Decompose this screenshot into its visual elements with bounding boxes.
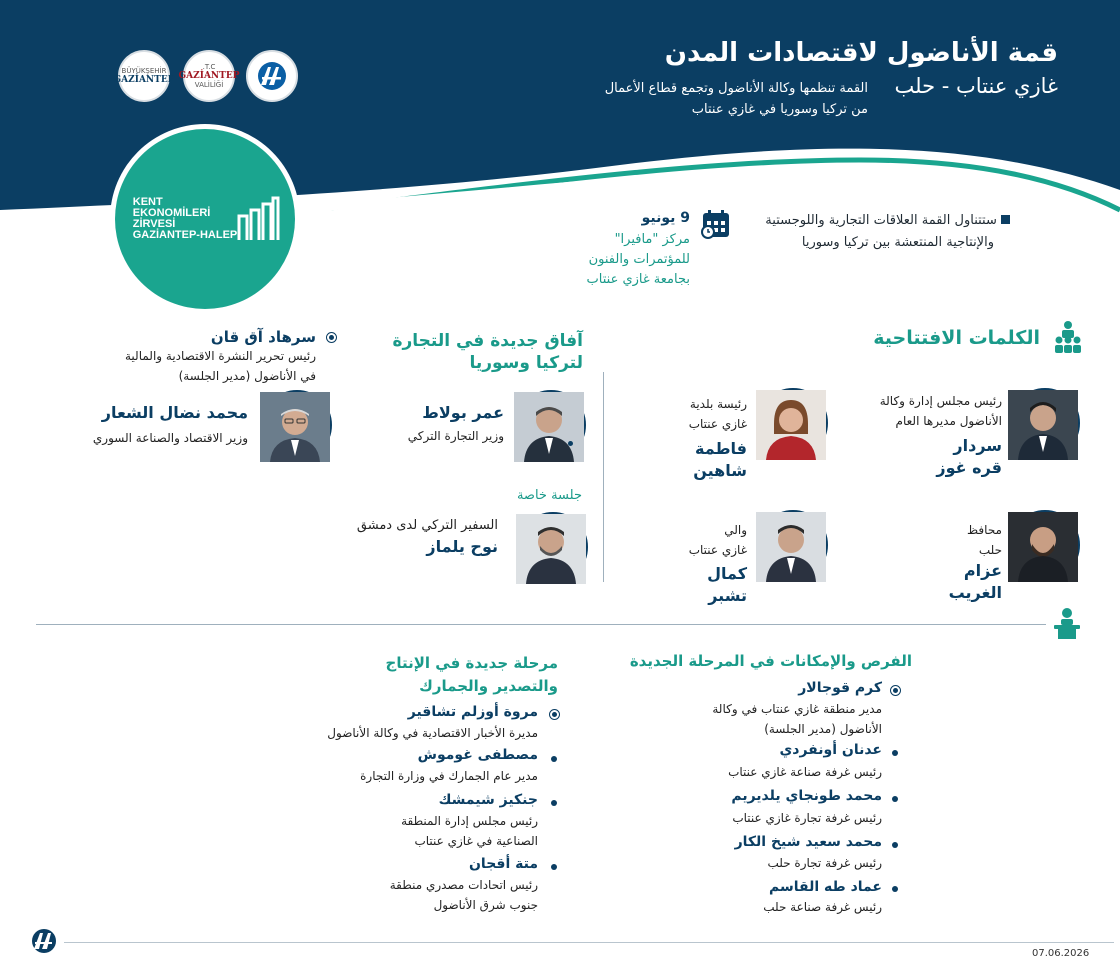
page-subtitle: غازي عنتاب - حلب [894,74,1058,98]
logo-mun-name: GAZİANTEP [113,75,175,85]
speaker-name-line-2: قره غوز [936,458,1002,477]
speaker-role-line-2: غازي عنتاب [688,543,747,557]
person-portrait-icon [1008,390,1078,460]
list-item-name: محمد طونجاي يلديريم [731,788,882,804]
moderator-role-line-2: في الأناضول (مدير الجلسة) [178,369,316,383]
speaker-role [967,520,1002,560]
list-item-name: كرم قوجالار [798,680,882,696]
logo-gov-name: GAZİANTEP [178,71,240,81]
speaker-photo [1010,510,1080,580]
aa-logo-icon [255,61,289,91]
badge-line-1: KENT [132,196,163,208]
bullet-dot-icon [892,750,898,756]
list-item-name: محمد سعيد شيخ الكار [734,834,882,850]
speaker-photo [262,390,332,460]
person-portrait-icon [260,392,330,462]
summit-badge-text [133,197,238,241]
speaker-role-line-2: الأناضول مديرها العام [895,414,1002,428]
speaker-name [936,435,1002,479]
gaziantep-governorship-logo [178,50,240,102]
role-line-2: الأناضول (مدير الجلسة) [764,722,882,736]
speaker-role [689,520,747,560]
summit-badge [110,124,300,314]
aa-footer-logo-icon [30,928,58,954]
logo-mun-top: BÜYÜKŞEHİR [121,67,167,75]
summit-badge-circle [115,129,295,309]
logo-gov-top: T.C. [202,63,216,71]
bullet-dot-icon [551,756,557,762]
badge-line-2: EKONOMİLERİ [132,207,211,219]
speaker-photo [516,390,586,460]
logo-gov-sub: VALİLİĞİ [194,81,224,89]
list-item-role: رئيس غرفة صناعة حلب [763,900,882,914]
header-tagline [568,78,868,120]
opportunities-heading: الفرص والإمكانات في المرحلة الجديدة [629,652,912,670]
opening-heading: الكلمات الافتتاحية [873,327,1040,349]
speaker-role: وزير الاقتصاد والصناعة السوري [92,431,248,445]
city-skyline-icon [237,196,279,242]
person-portrait-icon [756,390,826,460]
badge-line-4: GAZİANTEP-HALEP [132,229,238,241]
person-portrait-icon [756,512,826,582]
list-item-name: مروة أوزلم تشاقير [407,704,538,720]
speaker-role-line-1: رئيسة بلدية [689,397,747,411]
production-heading [386,652,558,698]
person-portrait-icon [514,392,584,462]
speaker-role-line-1: والي [724,523,747,537]
speaker-name-line-2: شاهين [693,461,747,480]
speaker-name [707,563,747,607]
production-heading-line-2: والتصدير والجمارك [419,677,558,695]
gaziantep-municipality-logo [113,50,175,102]
page-title: قمة الأناضول لاقتصادات المدن [664,38,1058,68]
tagline-line-2: من تركيا وسوريا في غازي عنتاب [691,102,868,117]
person-portrait-icon [1008,512,1078,582]
speaker-name [693,438,747,482]
special-session-label: جلسة خاصة [516,488,582,503]
speaker-podium-icon [1050,606,1084,640]
speaker-name-line-1: كمال [707,564,747,583]
list-item-name: جنكيز شيمشك [438,792,538,808]
connector-dot-icon [568,441,573,446]
calendar-icon [700,208,732,240]
speaker-photo [518,512,588,582]
list-item-name: مصطفى غوموش [417,747,538,763]
role-line-1: رئيس اتحادات مصدري منطقة [389,878,538,892]
speaker-name: عمر بولاط [422,403,504,422]
list-item-name: عدنان أونفردي [779,742,882,758]
role-line-2: الصناعية في غازي عنتاب [414,834,538,848]
footer-divider [64,942,1114,943]
role-line-2: جنوب شرق الأناضول [433,898,538,912]
speaker-photo [758,510,828,580]
list-item-role: رئيس غرفة تجارة غازي عنتاب [732,811,882,825]
speaker-name-line-1: فاطمة [695,439,747,458]
special-name: نوح يلماز [426,537,498,556]
list-item-role [390,875,538,915]
speaker-name-line-2: الغريب [948,583,1002,602]
speaker-role: وزير التجارة التركي [407,429,504,443]
role-line-1: مدير منطقة غازي عنتاب في وكالة [712,702,882,716]
speaker-name-line-2: تشبر [708,586,747,605]
list-item-name: متة أقجان [468,856,538,872]
speaker-photo [1010,388,1080,458]
speaker-photo [758,388,828,458]
list-item-role: رئيس غرفة تجارة حلب [767,856,882,870]
speaker-name [949,560,1002,604]
bullet-dot-icon [892,796,898,802]
speaker-role-line-2: غازي عنتاب [688,417,747,431]
moderator-name: سرهاد آق قان [210,328,316,346]
speaker-name-line-1: سردار [953,436,1002,455]
moderator-bullet-icon [890,685,901,696]
section-divider-vertical [603,372,604,582]
venue-line-2: للمؤتمرات والفنون [588,252,690,267]
summary-line-1: ستتناول القمة العلاقات التجارية واللوجستية [765,213,997,228]
footer-date: 07.06.2026 [1032,948,1090,959]
special-role: السفير التركي لدى دمشق [356,518,498,533]
speaker-role-line-1: محافظ [967,523,1002,537]
tagline-line-1: القمة تنظمها وكالة الأناضول وتجمع قطاع الأعمال [604,81,868,96]
section-divider-horizontal [36,624,1046,625]
bullet-dot-icon [892,886,898,892]
venue-line-1: مركز "مافيرا" [614,232,690,247]
moderator-bullet-icon [326,332,337,343]
moderator-role-line-1: رئيس تحرير النشرة الاقتصادية والمالية [124,349,316,363]
venue-line-3: بجامعة غازي عنتاب [586,272,690,287]
speaker-name: محمد نضال الشعار [101,403,248,422]
summary-line-2: والإنتاجية المنتعشة بين تركيا وسوريا [801,235,994,250]
list-item-role: مديرة الأخبار الاقتصادية في وكالة الأناضول [327,726,538,740]
badge-line-3: ZİRVESİ [132,218,176,230]
moderator-bullet-icon [549,709,560,720]
audience-icon [1054,320,1082,354]
event-venue [587,230,690,290]
bullet-dot-icon [892,842,898,848]
speaker-name-line-1: عزام [963,561,1002,580]
square-bullet-icon [1001,215,1010,224]
horizons-heading-line-1: آفاق جديدة في التجارة [392,331,583,351]
moderator-role [56,346,316,386]
speaker-role [689,394,747,434]
aa-logo [246,50,298,102]
bullet-dot-icon [551,864,557,870]
horizons-heading-line-2: لتركيا وسوريا [469,353,583,373]
bullet-dot-icon [551,800,557,806]
list-item-role: مدير عام الجمارك في وزارة التجارة [360,769,538,783]
horizons-heading [392,330,583,374]
list-item-role [401,811,538,851]
list-item-role [662,699,882,739]
person-portrait-icon [516,514,586,584]
event-date: 9 يونيو [641,210,690,226]
speaker-role-line-2: حلب [978,543,1002,557]
list-item-name: عماد طه القاسم [769,879,882,895]
speaker-role-line-1: رئيس مجلس إدارة وكالة [879,394,1002,408]
role-line-1: رئيس مجلس إدارة المنطقة [401,814,538,828]
production-heading-line-1: مرحلة جديدة في الإنتاج [385,654,558,672]
list-item-role: رئيس غرفة صناعة غازي عنتاب [728,765,882,779]
